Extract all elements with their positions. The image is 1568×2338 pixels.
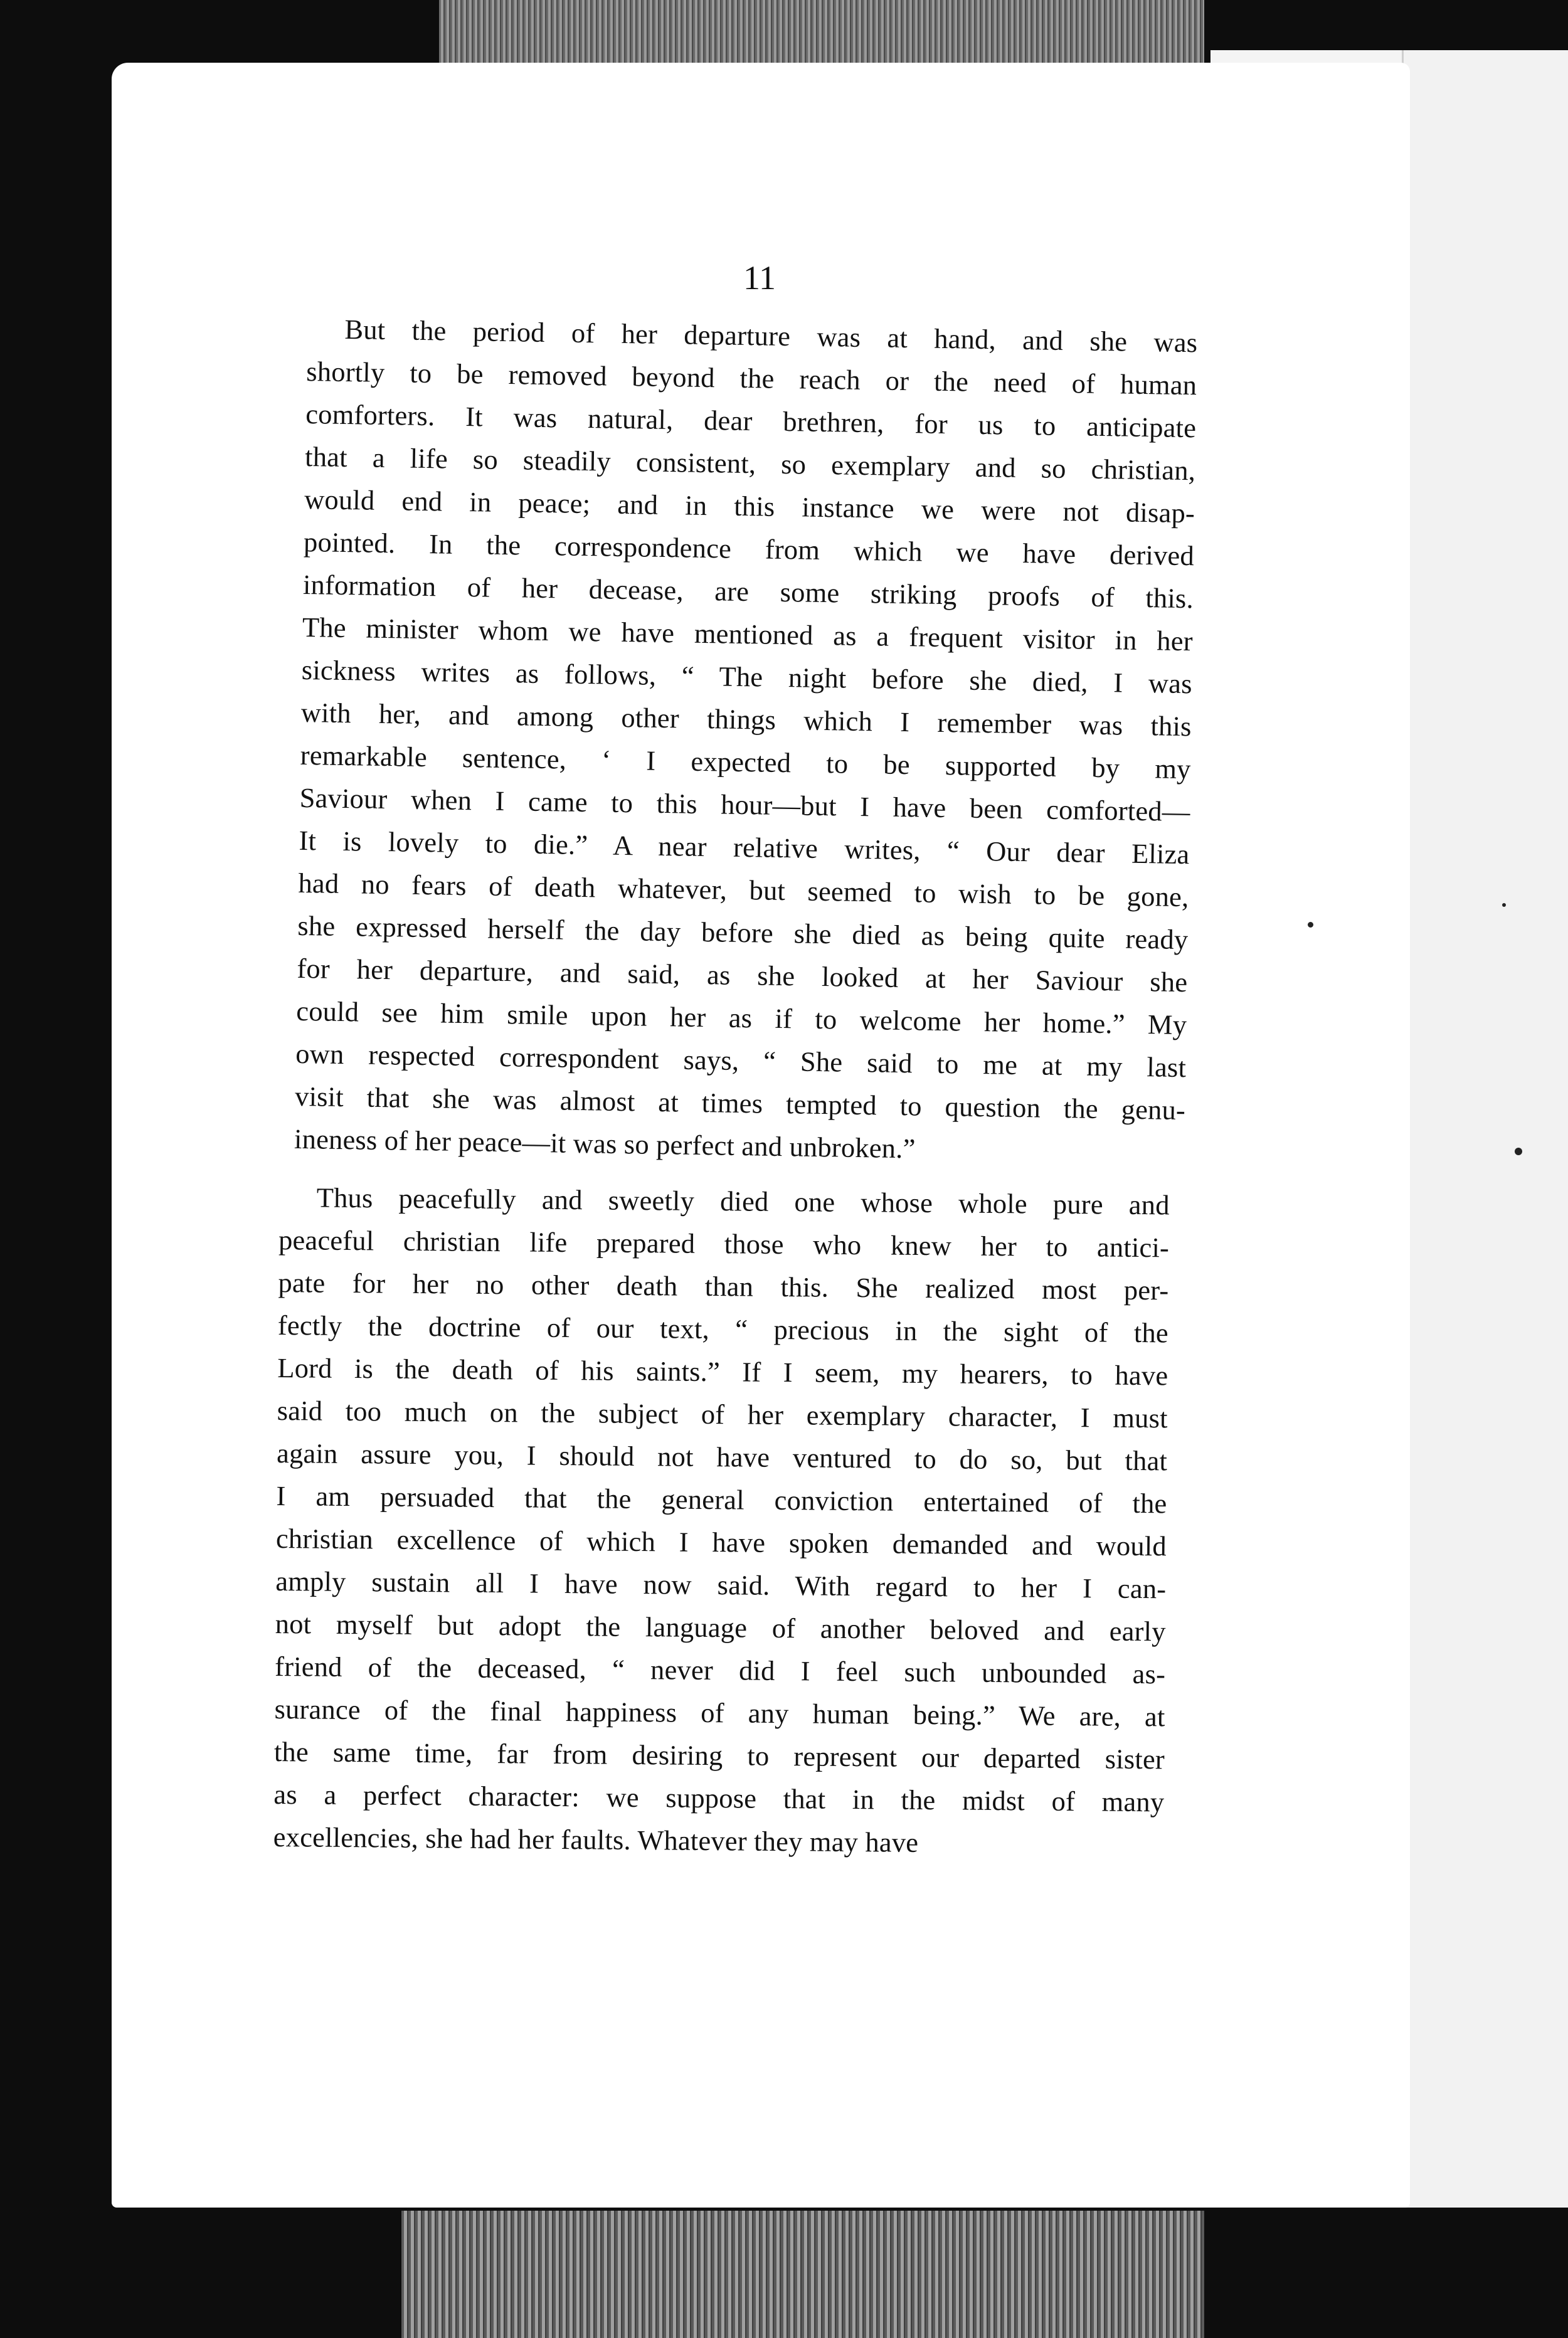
text-line: friend of the deceased, “ never did I feel such unbounded as- <box>274 1650 1166 1690</box>
paragraph-2 <box>273 1176 1170 1866</box>
text-line: amply sustain all I have now said. With regard to her I can- <box>275 1565 1167 1605</box>
text-line: surance of the final happiness of any human being.” We are, at <box>274 1693 1165 1733</box>
text-line: excellencies, she had her faults. Whatever they may have <box>273 1821 919 1858</box>
text-line: Saviour when I came to this hour—but I have been comforted— <box>299 781 1190 828</box>
text-line: information of her decease, are some striking proofs of this. <box>302 568 1194 615</box>
text-line: as a perfect character: we suppose that in the midst of many <box>273 1778 1165 1818</box>
paragraph-1 <box>294 307 1198 1174</box>
text-line: But the period of her departure was at hand, and she was <box>344 313 1198 359</box>
text-line: sickness writes as follows, “ The night before she died, I was <box>301 653 1193 700</box>
text-line: for her departure, and said, as she looked at her Saviour she <box>297 952 1188 998</box>
text-line: would end in peace; and in this instance we were not disap- <box>304 483 1195 529</box>
page-speck <box>1502 903 1506 907</box>
text-line: had no fears of death whatever, but seemed to wish to be gone, <box>298 867 1189 913</box>
page-speck <box>1308 922 1313 928</box>
text-line: christian excellence of which I have spoken demanded and would <box>275 1522 1167 1562</box>
text-line: peaceful christian life prepared those who knew her to antici- <box>278 1224 1170 1264</box>
text-line: remarkable sentence, ‘ I expected to be supported by my <box>300 739 1192 785</box>
text-line: ineness of her peace—it was so perfect and unbroken.” <box>294 1123 916 1165</box>
text-line: shortly to be removed beyond the reach or the need of human <box>306 355 1197 401</box>
page-number: 11 <box>743 259 776 297</box>
text-line: pointed. In the correspondence from which we have derived <box>303 526 1195 572</box>
text-line: she expressed herself the day before she died as being quite ready <box>297 909 1189 956</box>
text-line: with her, and among other things which I remember was this <box>300 696 1192 743</box>
text-line: fectly the doctrine of our text, “ precious in the sight of the <box>277 1309 1169 1349</box>
text-line: I am persuaded that the general conviction entertained of the <box>276 1479 1167 1520</box>
text-line: Lord is the death of his saints.” If I seem, my hearers, to have <box>277 1351 1168 1392</box>
text-line: not myself but adopt the language of another beloved and early <box>275 1607 1166 1648</box>
text-line: It is lovely to die.” A near relative writes, “ Our dear Eliza <box>299 824 1190 870</box>
text-line: pate for her no other death than this. She realized most per- <box>278 1266 1169 1306</box>
text-line: Thus peacefully and sweetly died one whose whole pure and <box>316 1182 1170 1221</box>
text-line: again assure you, I should not have ventured to do so, but that <box>276 1437 1168 1477</box>
text-line: the same time, far from desiring to represent our departed sister <box>273 1735 1165 1775</box>
text-line: could see him smile upon her as if to welcome her home.” My <box>295 995 1187 1041</box>
text-line: The minister whom we have mentioned as a frequent visitor in her <box>302 611 1194 657</box>
text-line: own respected correspondent says, “ She said to me at my last <box>295 1037 1187 1084</box>
text-line: visit that she was almost at times tempted to question the genu- <box>294 1080 1186 1126</box>
page-speck <box>1515 1148 1522 1155</box>
text-line: comforters. It was natural, dear brethren, for us to anticipate <box>305 398 1197 444</box>
text-line: that a life so steadily consistent, so exemplary and so christian, <box>304 440 1196 487</box>
text-line: said too much on the subject of her exemplary character, I must <box>277 1394 1168 1434</box>
facing-page <box>1402 50 1568 2208</box>
scanner-strip-bottom <box>401 2211 1204 2338</box>
